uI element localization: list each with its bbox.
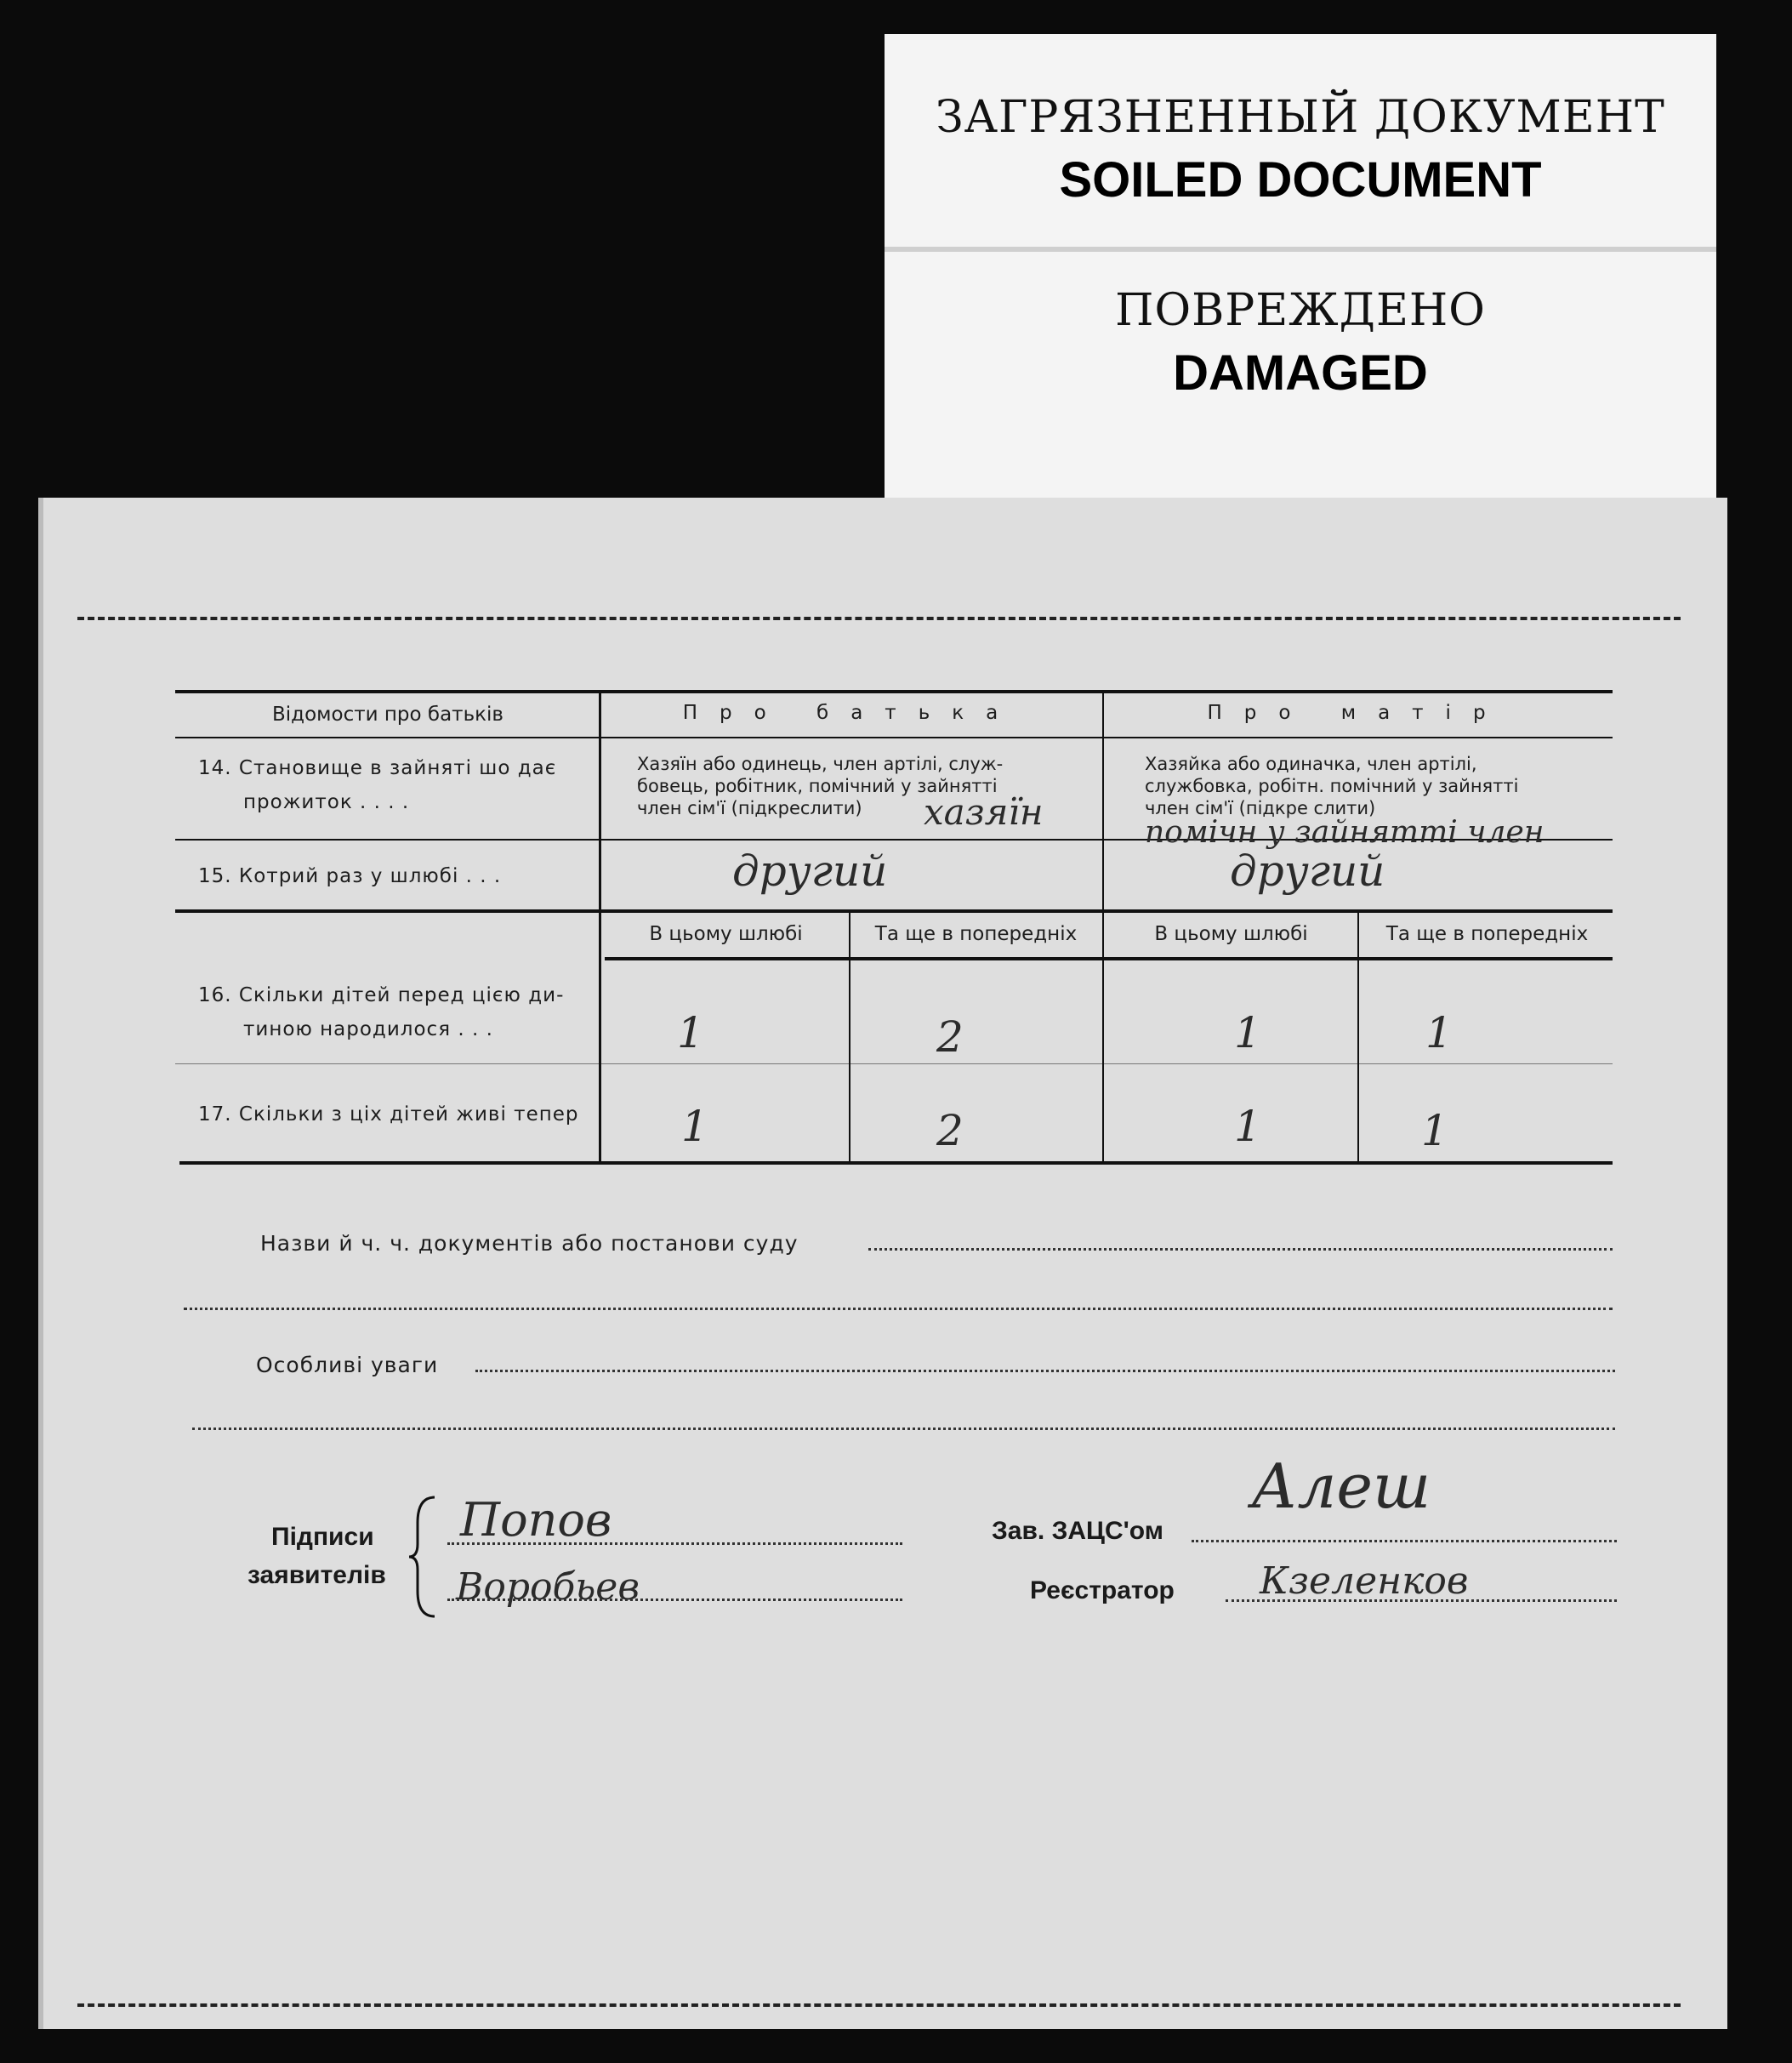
registrar-label: Реєстратор [1030, 1576, 1175, 1604]
documents-label: Назви й ч. ч. документів або постанови суду [260, 1231, 799, 1256]
form-page [38, 498, 1727, 2029]
soiled-ru-text: ЗАГРЯЗНЕННЫЙ ДОКУМЕНТ [936, 92, 1665, 143]
row16-father-previous: 2 [936, 1012, 964, 1062]
notes-field [475, 1370, 1615, 1372]
col-header-father: Про батька [682, 702, 1021, 724]
row15-label: 15. Котрий раз у шлюбі . . . [198, 865, 502, 887]
row17-father-this: 1 [681, 1102, 708, 1151]
head-signature: Алеш [1251, 1450, 1431, 1522]
damaged-en-text: DAMAGED [1173, 345, 1428, 401]
applicant2-signature: Воробьев [456, 1565, 640, 1609]
row16-label-line1: 16. Скільки дітей перед цією ди- [198, 984, 565, 1006]
soiled-notice [885, 34, 1716, 252]
subheader-father-previous: Та ще в попередніх [874, 923, 1078, 945]
row16-mother-previous: 1 [1425, 1008, 1453, 1057]
row14-father-options: Хазяїн або одинець, член артілі, служ- бовець, робітник, помічний у зайнятті член сім'ї (підкреслити) [637, 754, 1004, 818]
damaged-ru-text: ПОВРЕЖДЕНО [1115, 285, 1486, 336]
row14-mother-handwriting: помічн у зайнятті член [1145, 815, 1545, 850]
row17-label: 17. Скільки з ціх дітей живі тепер [198, 1103, 579, 1126]
soiled-en-text: SOILED DOCUMENT [1059, 152, 1542, 208]
row14-father-handwriting: хазяїн [924, 791, 1044, 833]
row17-father-previous: 2 [936, 1106, 964, 1155]
row14-mother-options: Хазяйка або одиначка, член артілі, службовка, робітн. помічний у зайнятті член сім'ї (підкре слити) [1145, 754, 1519, 818]
bottom-perforation-line [77, 2003, 1681, 2007]
subheader-mother-previous: Та ще в попередніх [1385, 923, 1589, 945]
applicant1-signature: Попов [460, 1493, 612, 1547]
notes-label: Особливі уваги [256, 1353, 439, 1377]
row17-mother-previous: 1 [1421, 1106, 1448, 1155]
documents-field [868, 1248, 1613, 1251]
row17-mother-this: 1 [1234, 1102, 1261, 1151]
col-header-info: Відомости про батьків [272, 704, 503, 726]
subheader-father-this: В цьому шлюбі [649, 923, 803, 945]
perforation-line [77, 617, 1681, 620]
row14-label-line1: 14. Становище в зайняті шо дає [198, 757, 557, 779]
col-header-mother: Про матір [1207, 702, 1508, 724]
row14-label-line2: прожиток . . . . [243, 791, 410, 813]
row15-mother-handwriting: другий [1230, 846, 1385, 896]
applicants-label-line2: заявителів [247, 1561, 386, 1589]
subheader-mother-this: В цьому шлюбі [1154, 923, 1308, 945]
row16-label-line2: тиною народилося . . . [243, 1018, 493, 1040]
row15-father-handwriting: другий [732, 846, 888, 896]
row16-mother-this: 1 [1234, 1008, 1261, 1057]
damage-notice-card [885, 34, 1716, 498]
row16-father-this: 1 [677, 1008, 704, 1057]
head-label: Зав. ЗАЦС'ом [992, 1517, 1163, 1545]
applicants-brace [409, 1493, 443, 1621]
table-bottom-rule [179, 1161, 1613, 1165]
table-top-rule [175, 690, 1613, 693]
applicants-label-line1: Підписи [271, 1523, 374, 1551]
registrar-signature: Кзеленков [1260, 1559, 1469, 1603]
